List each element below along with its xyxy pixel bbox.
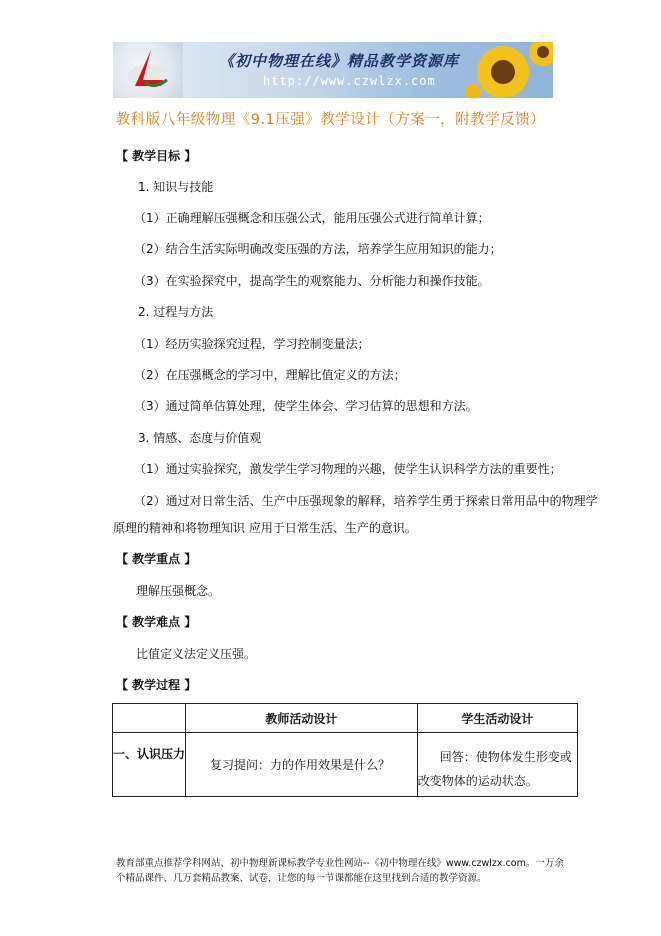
banner-url[interactable]: http://www.czwlzx.com bbox=[263, 74, 436, 88]
section-heading-difficulty: 【 教学难点 】 bbox=[116, 615, 197, 629]
key-point-text: 理解压强概念。 bbox=[136, 584, 221, 598]
page-footer bbox=[116, 856, 586, 886]
site-logo bbox=[113, 42, 183, 98]
table-header-cell-student: 学生活动设计 bbox=[417, 704, 577, 733]
objective-item: （2）在压强概念的学习中，理解比值定义的方法； bbox=[134, 368, 406, 382]
student-answer-line: 回答：使物体发生形变或 bbox=[439, 750, 572, 764]
banner-title: 《初中物理在线》精品教学资源库 bbox=[219, 52, 460, 70]
objective-item: （1）通过实验探究，激发学生学习物理的兴趣，使学生认识科学方法的重要性； bbox=[134, 462, 562, 476]
table-cell-teacher: 复习提问：力的作用效果是什么？ bbox=[186, 733, 418, 797]
table-row bbox=[113, 733, 578, 797]
objective-item: （2）结合生活实际明确改变压强的方法，培养学生应用知识的能力； bbox=[134, 242, 502, 256]
table-cell-student bbox=[417, 733, 577, 797]
process-table bbox=[112, 703, 578, 797]
objective-item: （3）在实验探究中，提高学生的观察能力、分析能力和操作技能。 bbox=[134, 274, 490, 288]
table-header-cell-stage bbox=[113, 704, 186, 733]
objective-item: （1）正确理解压强概念和压强公式，能用压强公式进行简单计算； bbox=[134, 211, 490, 225]
objective-item: （1）经历实验探究过程，学习控制变量法； bbox=[134, 337, 370, 351]
table-header-row bbox=[113, 704, 578, 733]
objective-item: （3）通过简单估算处理，使学生体会、学习估算的思想和方法。 bbox=[134, 399, 478, 413]
objective-heading-3: 3. 情感、态度与价值观 bbox=[138, 431, 262, 445]
difficulty-text: 比值定义法定义压强。 bbox=[136, 647, 257, 661]
site-banner bbox=[113, 42, 553, 98]
objective-heading-1: 1. 知识与技能 bbox=[138, 180, 214, 194]
footer-line: 教育部重点推荐学科网站、初中物理新课标教学专业性网站--《初中物理在线》www.czwlzx.com。一万余 bbox=[116, 858, 564, 869]
objective-item: （2）通过对日常生活、生产中压强现象的解释，培养学生勇于探索日常用品中的物理学 bbox=[134, 494, 598, 508]
objective-heading-2: 2. 过程与方法 bbox=[138, 305, 214, 319]
table-cell-stage: 一、认识压力 bbox=[113, 733, 186, 797]
section-heading-objectives: 【 教学目标 】 bbox=[116, 149, 197, 163]
sunflower-image bbox=[463, 42, 553, 98]
student-answer-line: 改变物体的运动状态。 bbox=[417, 774, 538, 788]
section-heading-key-point: 【 教学重点 】 bbox=[116, 552, 197, 566]
section-heading-process: 【 教学过程 】 bbox=[116, 678, 197, 692]
table-header-cell-teacher: 教师活动设计 bbox=[186, 704, 418, 733]
document-title: 教科版八年级物理《9.1压强》教学设计（方案一，附教学反馈） bbox=[115, 112, 546, 128]
logo-icon bbox=[123, 46, 173, 94]
footer-line: 个精品课件、几万套精品教案、试卷，让您的每一节课都能在这里找到合适的教学资源。 bbox=[116, 873, 487, 884]
objective-item-continuation: 原理的精神和将物理知识 应用于日常生活、生产的意识。 bbox=[113, 521, 417, 535]
